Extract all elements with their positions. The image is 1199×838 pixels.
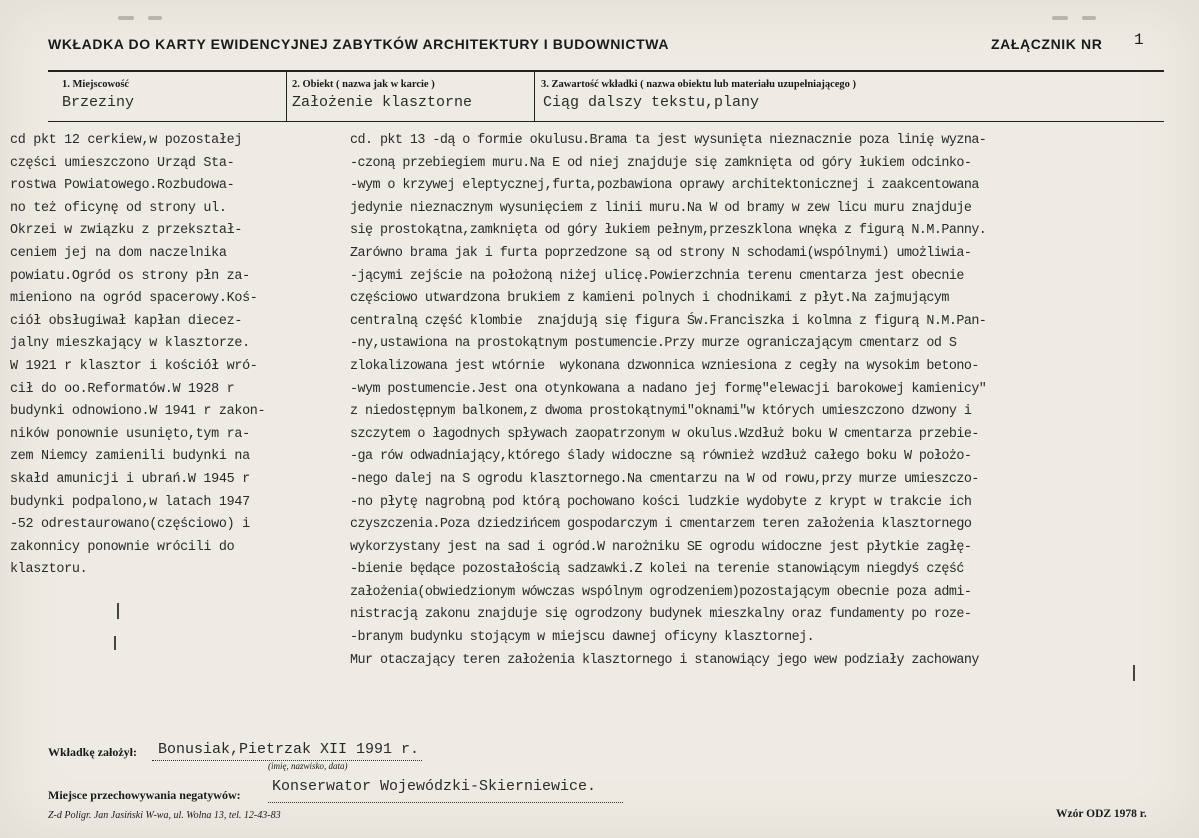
pen-mark [117, 603, 119, 619]
text-line: ciół obsługiwał kapłan diecez- [10, 313, 243, 329]
text-line: Mur otaczający teren założenia klasztornego i stanowiący jego wew podziały zachowany [350, 652, 979, 668]
form-title: WKŁADKA DO KARTY EWIDENCYJNEJ ZABYTKÓW ARCHITEKTURY I BUDOWNICTWA [48, 36, 670, 52]
right-text-column [350, 130, 1195, 672]
punch-mark [1052, 16, 1068, 20]
text-line: częściowo utwardzona brukiem z kamieni polnych i chodnikami z płyt.Na zajmującym [350, 291, 949, 307]
negatives-line [268, 802, 623, 803]
text-line: -52 odrestaurowano(częściowo) i [10, 517, 250, 533]
text-line: -nego dalej na S ogrodu klasztornego.Na cmentarzu na W od rowu,przy murze umieszczo- [350, 471, 979, 487]
insert-content-label: 3. Zawartość wkładki ( nazwa obiektu lub materiału uzupełniającego ) [541, 79, 857, 90]
text-line: ników ponownie usunięto,tym ra- [10, 426, 250, 442]
text-line: Zarówno brama jak i furta poprzedzone są od strony N schodami(wspólnymi) umożliwia- [350, 245, 972, 261]
printer-imprint: Z-d Poligr. Jan Jasiński W-wa, ul. Wolna 13, tel. 12-43-83 [48, 810, 281, 821]
fields-rule [48, 121, 1164, 122]
text-line: z niedostępnym balkonem,z dwoma prostokątnymi"oknami"w których umieszczono dzwony i [350, 404, 972, 420]
punch-mark [1082, 16, 1096, 20]
created-by-value: Bonusiak,Pietrzak XII 1991 r. [158, 741, 420, 758]
text-line: zlokalizowana jest wtórnie wykonana dzwonnica wzniesiona z cegły na wysokim betono- [350, 358, 979, 374]
text-line: -wym postumencie.Jest ona otynkowana a nadano jej formę"elewacji barokowej kamienicy" [350, 381, 987, 397]
text-line: budynki odnowiono.W 1941 r zakon- [10, 404, 266, 420]
text-line: powiatu.Ogród os strony płn za- [10, 268, 250, 284]
text-line: ceniem jej na dom naczelnika [10, 245, 227, 261]
pen-mark [114, 636, 116, 650]
pen-mark [1133, 665, 1135, 681]
object-value: Założenie klasztorne [292, 94, 473, 111]
text-line: -branym budynku stojącym w miejscu dawnej oficyny klasztornej. [350, 630, 815, 646]
text-line: cd pkt 12 cerkiew,w pozostałej [10, 133, 243, 148]
text-line: Okrzei w związku z przekształ- [10, 223, 243, 239]
field-divider [286, 72, 287, 121]
negatives-value: Konserwator Wojewódzki-Skierniewice. [272, 778, 597, 795]
text-line: -ny,ustawiona na prostokątnym postumencie.Przy murze ograniczającym cmentarz od S [350, 336, 957, 352]
header-rule [48, 70, 1164, 72]
negatives-label: Miejsce przechowywania negatywów: [48, 788, 241, 802]
text-line: zakonnicy ponownie wrócili do [10, 539, 235, 555]
text-line: skałd amunicji i ubrań.W 1945 r [10, 471, 250, 487]
text-line: -no płytę nagrobną pod którą pochowano kości ludzkie wydobyte z krypt w trakcie ich [350, 494, 972, 510]
text-line: części umieszczono Urząd Sta- [10, 155, 235, 171]
locality-value: Brzeziny [62, 94, 135, 111]
text-line: czyszczenia.Poza dziedzińcem gospodarczym i cmentarzem teren założenia klasztornego [350, 517, 972, 533]
text-line: centralną część klombie znajdują się figura Św.Franciszka i kolmna z figurą N.M.Pan- [350, 313, 987, 329]
left-text-column [10, 130, 345, 582]
attachment-number: 1 [1134, 31, 1144, 49]
text-line: -ga rów odwadniający,którego ślady widoczne są również wzdłuż całego boku W położo- [350, 449, 972, 465]
text-line: cd. pkt 13 -dą o formie okulusu.Brama ta jest wysunięta nieznacznie poza linię wyzna- [350, 133, 987, 148]
form-code: Wzór ODZ 1978 r. [1056, 808, 1147, 820]
text-line: wykorzystany jest na sad i ogród.W narożniku SE ogrodu widoczne jest płytkie zagłę- [350, 539, 972, 555]
insert-content-value: Ciąg dalszy tekstu,plany [543, 94, 760, 111]
locality-label: 1. Miejscowość [62, 79, 130, 90]
text-line: cił do oo.Reformatów.W 1928 r [10, 381, 235, 397]
text-line: rostwa Powiatowego.Rozbudowa- [10, 178, 235, 194]
created-by-hint: (imię, nazwisko, data) [268, 761, 348, 771]
punch-mark [148, 16, 162, 20]
text-line: -bienie będące pozostałością sadzawki.Z kolei na terenie stanowiącym niegdyś część [350, 562, 964, 578]
punch-mark [118, 16, 134, 20]
text-line: -jącymi zejście na położoną niżej ulicę.Powierzchnia terenu cmentarza jest obecnie [350, 268, 964, 284]
text-line: W 1921 r klasztor i kościół wró- [10, 358, 258, 374]
text-line: jalny mieszkający w klasztorze. [10, 336, 250, 352]
text-line: mieniono na ogród spacerowy.Koś- [10, 291, 258, 307]
object-label: 2. Obiekt ( nazwa jak w karcie ) [292, 79, 435, 90]
text-line: no też oficynę od strony ul. [10, 200, 227, 216]
text-line: -wym o krzywej eleptycznej,furta,pozbawiona oprawy architektonicznej i zaakcentowana [350, 178, 979, 194]
text-line: założenia(obwiedzionym wówczas wspólnym ogrodzeniem)pozostającym obecnie poza admi- [350, 584, 972, 600]
text-line: zem Niemcy zamienili budynki na [10, 449, 250, 465]
text-line: się prostokątna,zamknięta od góry łukiem pełnym,przeszklona wnęka z figurą N.M.Panny. [350, 223, 987, 239]
text-line: nistracją zakonu znajduje się ogrodzony budynek mieszkalny oraz fundamenty po roze- [350, 607, 972, 623]
text-line: budynki podpalono,w latach 1947 [10, 494, 250, 510]
text-line: -czoną przebiegiem muru.Na E od niej znajduje się zamknięta od góry łukiem odcinko- [350, 155, 972, 171]
text-line: jedynie nieznacznym wysunięciem z linii muru.Na W od bramy w zew licu muru znajduje [350, 200, 972, 216]
field-divider [534, 72, 535, 121]
attachment-label: ZAŁĄCZNIK NR [991, 36, 1103, 52]
text-line: klasztoru. [10, 562, 88, 578]
text-line: szczytem o łagodnych spływach zaopatrzonym w okulus.Wzdłuż boku W cmentarza przebie- [350, 426, 979, 442]
created-by-label: Wkładkę założył: [48, 745, 137, 759]
